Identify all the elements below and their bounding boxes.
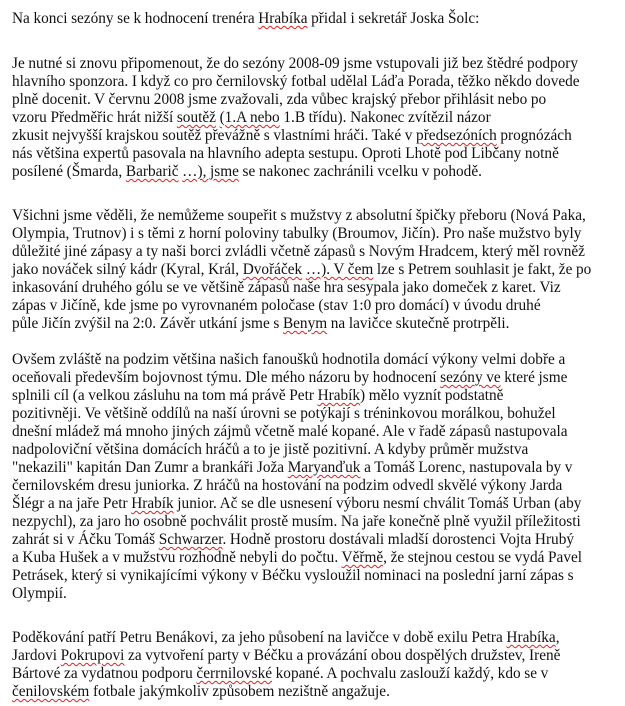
text-line <box>12 405 556 422</box>
text-segment: a Tomáš Lorenc, nastupovala by v <box>360 459 573 476</box>
text-line <box>12 441 528 458</box>
text-segment: dnešní mládež má mnoho jiných zájmů včetně malé kopané. Ale v řadě zápasů nastupovala <box>12 423 568 440</box>
text-segment: Poděkování patří Petru Benákovi, za jeho působení na lavičce v době exilu Petra <box>12 629 507 646</box>
text-segment: . Hodně prostoru dostávali mladší dorostenci Vojta Hrubý <box>222 531 575 548</box>
text-segment: plně docenit. V červnu 2008 jsme zvažovali, zda vůbec krajský přebor přihlásit nebo po <box>12 91 547 108</box>
spellcheck-flagged-word: …), jsme <box>182 163 239 180</box>
text-segment: Je nutné si znovu připomenout, že do sezóny 2008-09 jsme vstupovali již bez štědré podpory <box>12 55 579 72</box>
text-segment: vzoru Předměřic hrát nižší <box>12 109 177 126</box>
text-line <box>12 459 572 476</box>
text-segment: "nekazili" kapitán Dan Zumr a brankáři Joža <box>12 459 288 476</box>
text-segment: , <box>555 629 560 646</box>
text-segment: , že stejnou cestou se vydá Pavel <box>383 549 583 566</box>
text-segment: jako nováček silný kádr (Kyral, Král, <box>12 261 243 278</box>
text-segment: které jsme <box>500 369 568 386</box>
text-segment: prognózách <box>496 127 572 144</box>
text-line <box>12 145 559 162</box>
text-segment: Všichni jsme věděli, že nemůžeme soupeřit s mužstvy z absolutní špičky přeboru (Nová Paka, <box>12 207 586 224</box>
text-line <box>12 477 562 494</box>
text-segment: černilovském dresu juniorka. Z hráčů na hostování na podzim odvedl skvělé výkony Jarda <box>12 477 563 494</box>
text-segment: pozitivněji. Ve většině oddílů na naší úrovni se potýkají s tréninkovou morálkou, bohužel <box>12 405 556 422</box>
spellcheck-flagged-word: …). V čem <box>305 261 374 278</box>
text-segment: na lavičce skutečně protrpěli. <box>327 315 510 332</box>
text-segment: Olympia, Trutnov) i s těmi z horní poloviny tabulky (Broumov, Jičín). Pro naše mužstvo byly <box>12 225 582 242</box>
text-line <box>12 225 581 242</box>
text-segment: inkasování druhého gólu se ve většině zápasů naše hra sesypala jako domeček z karet. Viz <box>12 279 561 296</box>
spellcheck-flagged-word: Hrabíka <box>506 629 556 646</box>
text-line <box>12 315 509 332</box>
text-segment: junior. Ač se dle usnesení výboru nesmí chválit Tomáš Urban (aby <box>173 495 582 512</box>
spellcheck-flagged-word: sezóny ve <box>440 369 501 386</box>
text-line <box>12 387 503 404</box>
text-segment: nezpychl), za jaro ho osobně pochválit prostě musím. Na jaře konečně plně využil příležitosti <box>12 513 581 530</box>
spellcheck-flagged-word: Schwarzer <box>158 531 223 548</box>
spellcheck-flagged-word: (1.A nebo <box>219 109 280 126</box>
text-line <box>12 207 586 224</box>
text-line <box>12 585 67 602</box>
text-segment: zahrát si v Áčku Tomáš <box>12 531 159 548</box>
spellcheck-flagged-word: Věřmě <box>341 549 384 566</box>
text-segment: oceňovali především bojovnost týmu. Dle mého názoru by hodnocení <box>12 369 441 386</box>
spellcheck-flagged-word: soutěž <box>176 109 216 126</box>
text-segment: se nakonec zachránili vcelku v pohodě. <box>238 163 482 180</box>
text-line <box>12 665 548 682</box>
text-segment: zápas v Jičíně, kde jsme po vyrovnaném poločase (stav 1:0 pro domácí) v úvodu druhé <box>12 297 541 314</box>
text-line <box>12 629 560 646</box>
spellcheck-flagged-word: čerrnilovské <box>196 665 273 682</box>
text-line <box>12 127 572 144</box>
spellcheck-flagged-word: Hrabík <box>131 495 174 512</box>
text-segment: kopané. A pochvalu zaslouží každý, kdo se v <box>272 665 549 682</box>
text-segment: zkusit nejvyšší krajskou soutěž převážně s vlastními hráči. Také v <box>12 127 417 144</box>
text-segment: lze s Petrem souhlasit je fakt, že po <box>373 261 592 278</box>
spellcheck-flagged-word: Maryanďuk <box>287 459 361 476</box>
text-line <box>12 243 585 260</box>
spellcheck-flagged-word: Hrabík <box>317 387 361 404</box>
text-line <box>12 261 591 278</box>
text-line <box>12 55 578 72</box>
text-line <box>12 163 482 180</box>
text-segment: fotbale jakýmkoliv způsobem nezištně angažuje. <box>89 683 390 700</box>
text-line <box>12 279 561 296</box>
text-line <box>12 495 581 512</box>
text-segment: 1.B třídu). Nakonec zvítězil názor <box>279 109 491 126</box>
text-segment: a Kuba Hušek a v mužstvu rozhodně nebyli do počtu. <box>12 549 342 566</box>
text-line <box>12 513 581 530</box>
spellcheck-flagged-word: Pokrupovi <box>60 647 125 664</box>
text-segment: Petrásek, který si vynikajícími výkony v Béčku vysloužil nominaci na poslední jarní zápas s <box>12 567 574 584</box>
text-line <box>12 73 580 90</box>
text-line <box>12 531 574 548</box>
spellcheck-flagged-word: čenilovském <box>12 683 90 700</box>
text-segment: nadpoloviční většina domácích hráčů a to je jistě pozitivní. A kdyby průměr mužstva <box>12 441 529 458</box>
text-segment: Ovšem zvláště na podzim většina našich fanoušků hodnotila domácí výkony velmi dobře a <box>12 351 566 368</box>
text-line <box>12 647 560 664</box>
text-segment: přidal i sekretář Joska Šolc: <box>307 10 480 27</box>
spellcheck-flagged-word: Benym <box>282 315 328 332</box>
text-segment: Bártové za vydatnou podporu <box>12 665 197 682</box>
text-line <box>12 351 565 368</box>
text-line <box>12 369 567 386</box>
text-segment: posílené (Šmarda, <box>12 163 126 180</box>
text-segment: Jardovi <box>12 647 61 664</box>
spellcheck-flagged-word: Barbarič <box>125 163 179 180</box>
text-line <box>12 423 568 440</box>
text-segment: Na konci sezóny se k hodnocení trenéra <box>12 10 259 27</box>
text-segment: Olympií. <box>12 585 67 602</box>
text-line <box>12 10 479 27</box>
text-line <box>12 549 582 566</box>
spellcheck-flagged-word: předsezóních <box>416 127 497 144</box>
text-segment: splnili cíl (a velkou zásluhu na tom má právě Petr <box>12 387 318 404</box>
text-segment: hlavního sponzora. I když co pro černilovský fotbal udělal Láďa Porada, těžko někdo dovede <box>12 73 580 90</box>
text-segment: důležité jiné zápasy a ty naši borci zvládli včetně zápasů s Novým Hradcem, který měl rovněž <box>12 243 585 260</box>
text-line <box>12 297 541 314</box>
spellcheck-flagged-word: Dvořáček <box>242 261 303 278</box>
text-segment: půle Jičín zvýšil na 2:0. Závěr utkání jsme s <box>12 315 283 332</box>
text-line <box>12 683 390 700</box>
spellcheck-flagged-word: Hrabíka <box>258 10 308 27</box>
text-line <box>12 91 546 108</box>
text-line <box>12 567 574 584</box>
text-segment: nás většina expertů pasovala na hlavního adepta sestupu. Oproti Lhotě pod Libčany notně <box>12 145 559 162</box>
text-segment: za vytvoření party v Béčku a provázání obou dospělých družstev, Ireně <box>124 647 561 664</box>
text-segment: Šlégr a na jaře Petr <box>12 495 132 512</box>
text-line <box>12 109 491 126</box>
text-segment: ) mělo vyznít podstatně <box>360 387 504 404</box>
